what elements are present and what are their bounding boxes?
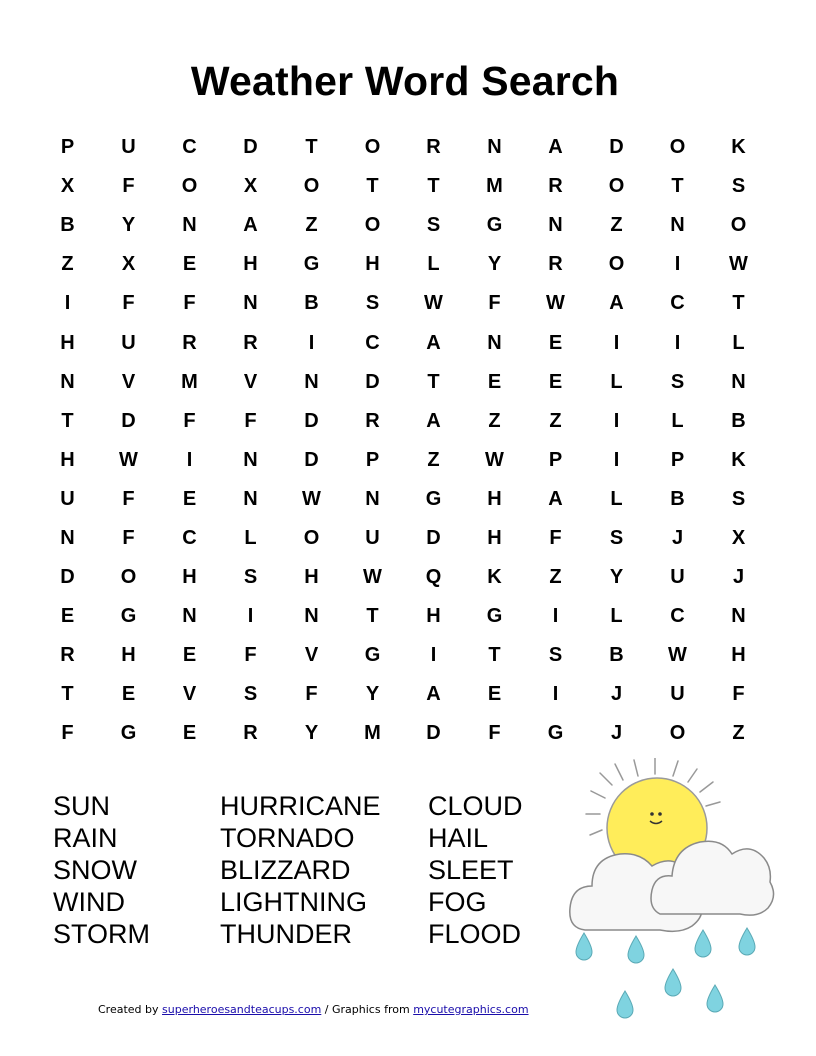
grid-letter: B — [731, 409, 746, 432]
raindrop-icon — [617, 991, 633, 1018]
grid-letter: J — [671, 526, 684, 549]
grid-letter: U — [670, 683, 685, 706]
grid-letter: P — [365, 448, 380, 471]
grid-row — [37, 675, 769, 714]
grid-letter: M — [181, 370, 198, 393]
grid-letter: L — [244, 526, 257, 549]
grid-letter: T — [488, 644, 501, 667]
word-list-item: SLEET — [428, 855, 514, 885]
grid-letter: Z — [549, 409, 562, 432]
grid-letter: P — [548, 448, 563, 471]
grid-letter: A — [243, 214, 258, 237]
grid-letter: F — [244, 409, 257, 432]
raindrop-icon — [695, 930, 711, 957]
grid-letter: O — [303, 175, 320, 198]
grid-letter: Z — [549, 566, 562, 589]
credits-link-superheroes[interactable]: superheroesandteacups.com — [162, 1003, 322, 1016]
grid-row — [37, 558, 769, 597]
word-list-item: HURRICANE — [220, 791, 381, 821]
grid-letter: I — [552, 683, 559, 706]
grid-letter: T — [427, 370, 440, 393]
grid-letter: E — [182, 722, 197, 745]
grid-row — [37, 597, 769, 636]
grid-letter: D — [60, 566, 75, 589]
grid-letter: Y — [365, 683, 380, 706]
grid-letter: G — [547, 722, 564, 745]
grid-letter: K — [731, 136, 746, 159]
grid-letter: S — [243, 566, 258, 589]
grid-row — [37, 206, 769, 245]
grid-letter: E — [548, 370, 563, 393]
grid-letter: O — [608, 253, 625, 276]
grid-letter: C — [670, 292, 685, 315]
grid-letter: N — [182, 214, 197, 237]
grid-letter: K — [487, 566, 502, 589]
letter-grid — [37, 128, 769, 754]
grid-letter: H — [365, 253, 380, 276]
grid-letter: F — [244, 644, 257, 667]
grid-letter: A — [426, 331, 441, 354]
grid-row — [37, 128, 769, 167]
grid-letter: W — [546, 292, 565, 315]
grid-letter: H — [487, 487, 502, 510]
grid-letter: C — [182, 136, 197, 159]
grid-letter: F — [61, 722, 74, 745]
grid-letter: G — [425, 487, 442, 510]
grid-letter: O — [608, 175, 625, 198]
grid-letter: G — [120, 722, 137, 745]
grid-letter: Y — [121, 214, 136, 237]
grid-letter: I — [64, 292, 71, 315]
grid-letter: S — [609, 526, 624, 549]
grid-letter: R — [243, 722, 258, 745]
grid-letter: R — [365, 409, 380, 432]
grid-letter: Z — [305, 214, 318, 237]
grid-letter: F — [122, 487, 135, 510]
word-list-column-3 — [428, 790, 523, 950]
grid-letter: N — [182, 605, 197, 628]
grid-letter: N — [731, 605, 746, 628]
grid-letter: E — [487, 370, 502, 393]
grid-letter: D — [426, 722, 441, 745]
grid-letter: N — [304, 605, 319, 628]
grid-letter: U — [121, 136, 136, 159]
grid-letter: H — [731, 644, 746, 667]
credits-created-by: Created by — [98, 1003, 163, 1016]
word-list-item: HAIL — [428, 823, 489, 853]
grid-letter: I — [430, 644, 437, 667]
grid-letter: S — [670, 370, 685, 393]
grid-letter: B — [609, 644, 624, 667]
grid-letter: H — [121, 644, 136, 667]
grid-letter: D — [304, 448, 319, 471]
grid-letter: L — [732, 331, 745, 354]
grid-row — [37, 167, 769, 206]
grid-letter: O — [364, 136, 381, 159]
grid-letter: T — [366, 605, 379, 628]
grid-letter: F — [732, 683, 745, 706]
grid-letter: R — [60, 644, 75, 667]
grid-letter: N — [243, 292, 258, 315]
grid-letter: P — [60, 136, 75, 159]
grid-letter: A — [426, 683, 441, 706]
credits-link-mycutegraphics[interactable]: mycutegraphics.com — [413, 1003, 529, 1016]
grid-row — [37, 245, 769, 284]
raindrop-icon — [739, 928, 755, 955]
grid-letter: S — [243, 683, 258, 706]
grid-letter: T — [61, 409, 74, 432]
word-list-column-2 — [220, 790, 381, 950]
grid-letter: V — [304, 644, 319, 667]
grid-letter: I — [613, 409, 620, 432]
grid-letter: I — [186, 448, 193, 471]
grid-letter: I — [674, 331, 681, 354]
grid-letter: N — [365, 487, 380, 510]
word-list-item: LIGHTNING — [220, 887, 368, 917]
grid-letter: L — [671, 409, 684, 432]
grid-letter: Z — [427, 448, 440, 471]
grid-letter: E — [182, 644, 197, 667]
grid-letter: O — [669, 722, 686, 745]
grid-letter: O — [303, 526, 320, 549]
grid-letter: W — [668, 644, 687, 667]
word-list-item: THUNDER — [220, 919, 352, 949]
grid-letter: E — [182, 487, 197, 510]
grid-letter: G — [486, 214, 503, 237]
grid-letter: O — [669, 136, 686, 159]
grid-letter: U — [60, 487, 75, 510]
word-list-item: BLIZZARD — [220, 855, 351, 885]
grid-letter: E — [487, 683, 502, 706]
grid-row — [37, 402, 769, 441]
grid-letter: G — [486, 605, 503, 628]
grid-letter: D — [304, 409, 319, 432]
grid-letter: I — [552, 605, 559, 628]
grid-letter: X — [60, 175, 75, 198]
grid-row — [37, 636, 769, 675]
grid-letter: B — [670, 487, 685, 510]
grid-letter: F — [122, 292, 135, 315]
grid-letter: U — [121, 331, 136, 354]
grid-letter: W — [119, 448, 138, 471]
grid-letter: H — [182, 566, 197, 589]
grid-letter: F — [122, 526, 135, 549]
word-list-column-1 — [53, 790, 150, 950]
grid-letter: G — [364, 644, 381, 667]
grid-letter: J — [610, 722, 623, 745]
grid-letter: J — [732, 566, 745, 589]
grid-letter: U — [670, 566, 685, 589]
grid-row — [37, 363, 769, 402]
grid-letter: F — [488, 722, 501, 745]
grid-row — [37, 519, 769, 558]
grid-letter: E — [548, 331, 563, 354]
grid-letter: C — [365, 331, 380, 354]
grid-letter: L — [427, 253, 440, 276]
raindrop-icon — [628, 936, 644, 963]
grid-letter: G — [303, 253, 320, 276]
grid-row — [37, 441, 769, 480]
grid-letter: X — [243, 175, 258, 198]
grid-letter: B — [60, 214, 75, 237]
word-list-item: SNOW — [53, 855, 137, 885]
grid-letter: W — [729, 253, 748, 276]
grid-letter: U — [365, 526, 380, 549]
grid-letter: A — [548, 487, 563, 510]
raindrops — [576, 928, 755, 1018]
grid-letter: L — [610, 370, 623, 393]
grid-row — [37, 323, 769, 362]
grid-letter: I — [613, 448, 620, 471]
grid-letter: R — [182, 331, 197, 354]
grid-letter: N — [731, 370, 746, 393]
grid-letter: I — [247, 605, 254, 628]
grid-letter: T — [732, 292, 745, 315]
grid-letter: T — [427, 175, 440, 198]
grid-letter: Z — [610, 214, 623, 237]
grid-letter: S — [365, 292, 380, 315]
grid-letter: M — [364, 722, 381, 745]
grid-letter: K — [731, 448, 746, 471]
grid-letter: Z — [61, 253, 74, 276]
grid-letter: J — [610, 683, 623, 706]
grid-letter: E — [121, 683, 136, 706]
grid-letter: O — [181, 175, 198, 198]
grid-letter: W — [302, 487, 321, 510]
grid-letter: L — [610, 487, 623, 510]
grid-letter: T — [305, 136, 318, 159]
grid-letter: A — [548, 136, 563, 159]
grid-letter: W — [485, 448, 504, 471]
grid-letter: T — [61, 683, 74, 706]
grid-letter: R — [426, 136, 441, 159]
grid-letter: F — [183, 409, 196, 432]
grid-letter: Y — [609, 566, 624, 589]
grid-letter: B — [304, 292, 319, 315]
grid-letter: H — [426, 605, 441, 628]
grid-letter: S — [731, 487, 746, 510]
grid-letter: N — [670, 214, 685, 237]
grid-row — [37, 714, 769, 753]
grid-letter: V — [121, 370, 136, 393]
grid-letter: W — [363, 566, 382, 589]
grid-letter: V — [243, 370, 258, 393]
word-list-item: CLOUD — [428, 791, 523, 821]
grid-letter: D — [365, 370, 380, 393]
word-list-item: RAIN — [53, 823, 118, 853]
grid-letter: H — [60, 448, 75, 471]
word-list-item: WIND — [53, 887, 125, 917]
grid-letter: R — [243, 331, 258, 354]
grid-letter: F — [305, 683, 318, 706]
grid-letter: I — [674, 253, 681, 276]
grid-letter: Y — [487, 253, 502, 276]
grid-letter: E — [60, 605, 75, 628]
grid-letter: T — [671, 175, 684, 198]
grid-letter: R — [548, 253, 563, 276]
grid-letter: C — [670, 605, 685, 628]
grid-letter: A — [426, 409, 441, 432]
grid-letter: P — [670, 448, 685, 471]
credits-footer — [98, 1003, 529, 1016]
raindrop-icon — [707, 985, 723, 1012]
grid-letter: F — [549, 526, 562, 549]
grid-letter: N — [60, 526, 75, 549]
grid-letter: N — [304, 370, 319, 393]
grid-letter: D — [243, 136, 258, 159]
grid-letter: I — [613, 331, 620, 354]
grid-letter: F — [183, 292, 196, 315]
grid-letter: O — [730, 214, 747, 237]
grid-letter: S — [548, 644, 563, 667]
raindrop-icon — [665, 969, 681, 996]
grid-letter: M — [486, 175, 503, 198]
grid-letter: Z — [732, 722, 745, 745]
grid-letter: G — [120, 605, 137, 628]
credits-graphics-from: / Graphics from — [321, 1003, 414, 1016]
grid-letter: O — [364, 214, 381, 237]
grid-letter: H — [304, 566, 319, 589]
weather-illustration — [560, 758, 780, 1028]
grid-letter: N — [243, 448, 258, 471]
grid-letter: R — [548, 175, 563, 198]
grid-letter: F — [122, 175, 135, 198]
word-list-item: SUN — [53, 791, 111, 821]
grid-letter: E — [182, 253, 197, 276]
grid-letter: O — [120, 566, 137, 589]
word-list-item: TORNADO — [220, 823, 355, 853]
grid-letter: D — [609, 136, 624, 159]
grid-letter: D — [121, 409, 136, 432]
raindrop-icon — [576, 933, 592, 960]
grid-letter: I — [308, 331, 315, 354]
grid-letter: N — [60, 370, 75, 393]
grid-letter: T — [366, 175, 379, 198]
grid-letter: D — [426, 526, 441, 549]
word-list-item: FOG — [428, 887, 487, 917]
grid-letter: N — [487, 136, 502, 159]
grid-letter: W — [424, 292, 443, 315]
grid-letter: Q — [425, 566, 442, 589]
grid-letter: F — [488, 292, 501, 315]
grid-letter: N — [548, 214, 563, 237]
grid-letter: S — [731, 175, 746, 198]
grid-row — [37, 284, 769, 323]
page-title: Weather Word Search — [190, 58, 620, 104]
grid-letter: N — [487, 331, 502, 354]
grid-row — [37, 480, 769, 519]
grid-letter: L — [610, 605, 623, 628]
grid-letter: A — [609, 292, 624, 315]
word-list-item: FLOOD — [428, 919, 522, 949]
grid-letter: H — [487, 526, 502, 549]
grid-letter: H — [60, 331, 75, 354]
grid-letter: N — [243, 487, 258, 510]
grid-letter: Z — [488, 409, 501, 432]
grid-letter: X — [731, 526, 746, 549]
grid-letter: H — [243, 253, 258, 276]
grid-letter: C — [182, 526, 197, 549]
grid-letter: V — [182, 683, 197, 706]
grid-letter: Y — [304, 722, 319, 745]
grid-letter: X — [121, 253, 136, 276]
grid-letter: S — [426, 214, 441, 237]
word-list-item: STORM — [53, 919, 151, 949]
